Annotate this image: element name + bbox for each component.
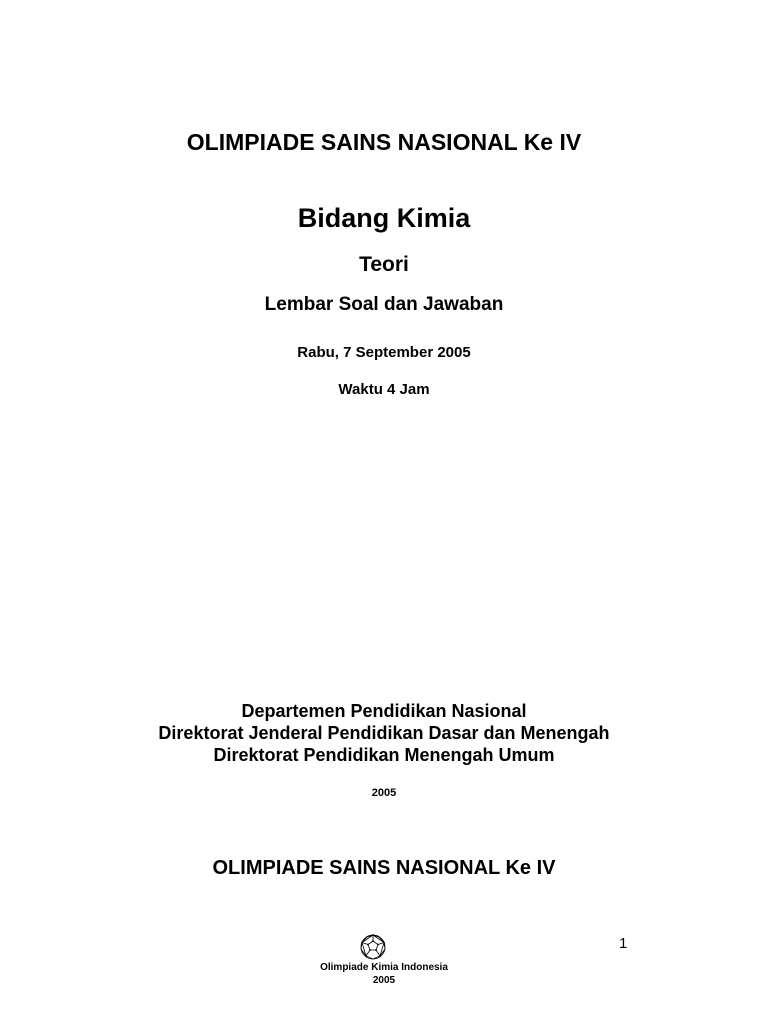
exam-duration: Waktu 4 Jam bbox=[338, 381, 430, 398]
department-line-1: Departemen Pendidikan Nasional bbox=[241, 701, 527, 721]
document-year: 2005 bbox=[371, 787, 397, 799]
fullerene-molecule-icon bbox=[358, 932, 388, 962]
department-line-2: Direktorat Jenderal Pendidikan Dasar dan Menengah bbox=[158, 723, 610, 743]
department-line-3: Direktorat Pendidikan Menengah Umum bbox=[213, 745, 555, 765]
exam-date: Rabu, 7 September 2005 bbox=[297, 344, 471, 361]
footer-year: 2005 bbox=[372, 975, 396, 986]
document-title: OLIMPIADE SAINS NASIONAL Ke IV bbox=[186, 129, 582, 155]
footer-organization: Olimpiade Kimia Indonesia bbox=[320, 962, 448, 973]
repeated-title: OLIMPIADE SAINS NASIONAL Ke IV bbox=[212, 857, 556, 879]
subject-heading: Bidang Kimia bbox=[297, 203, 471, 233]
page-number: 1 bbox=[619, 935, 628, 952]
exam-type: Teori bbox=[359, 253, 409, 276]
sheet-description: Lembar Soal dan Jawaban bbox=[264, 294, 504, 315]
